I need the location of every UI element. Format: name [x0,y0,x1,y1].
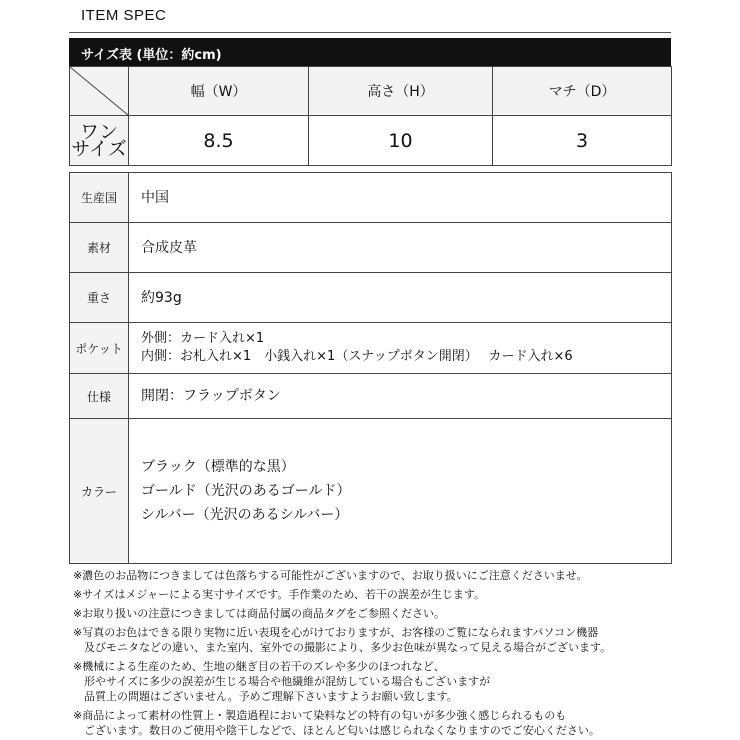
note-line: ※商品によって素材の性質上・製造過程において染料などの特有の匂いが多少強く感じられるものも [73,709,567,722]
size-table [69,66,672,166]
size-table-data-row [70,116,672,166]
note-line: 及びモニタなどの違い、また室内、室外での撮影により、多少お色味が異なって見える場合がございます。 [73,641,612,654]
item-spec-header [69,4,671,33]
note [73,625,673,655]
note-line: 品質上の問題はございません。予めご理解下さいますようお願い致します。 [73,690,458,703]
column-header-width: 幅（W） [129,67,309,116]
spec-value [129,323,672,374]
spec-label: 仕様 [70,374,129,419]
spec-row-pocket [70,323,672,374]
note-line: ※サイズはメジャーによる実寸サイズです。手作業のため、若干の誤差が生じます。 [73,588,486,601]
value-height: 10 [309,116,493,166]
column-header-height: 高さ（H） [309,67,493,116]
spec-row-material [70,223,672,273]
note-line: 形やサイズに多少の誤差が生じる場合や他繊維が混紡している場合もございますが [73,675,491,688]
note [73,568,673,583]
size-table-corner-cell [70,67,129,116]
spec-value: 中国 [129,173,672,223]
spec-label: カラー [70,419,129,564]
note-line: ございます。数日のご使用や陰干しなどで、ほとんど匂いは感じられなくなりますのでご安心ください。 [73,724,600,737]
spec-value-line: 外側：カード入れ×1 [141,331,265,346]
size-table-header-row [70,67,672,116]
spec-value-line: 内側：お札入れ×1 小銭入れ×1（スナップボタン開閉） カード入れ×6 [141,349,573,364]
page-title: ITEM SPEC [81,7,167,24]
value-depth: 3 [493,116,672,166]
spec-value: 開閉：フラップボタン [129,374,672,419]
row-label-one-size [70,116,129,166]
notes [73,568,673,738]
spec-label: 生産国 [70,173,129,223]
spec-row-spec [70,374,672,419]
color-option: ブラック（標準的な黒） [141,459,295,475]
note-line: ※お取り扱いの注意につきましては商品付属の商品タグをご参照ください。 [73,607,445,620]
spec-row-color [70,419,672,564]
note-line: ※写真のお色はできる限り実物に近い表現を心がけておりますが、お客様のご覧になられますパソコン機器 [73,626,599,639]
spec-value: 合成皮革 [129,223,672,273]
note-line: ※機械による生産のため、生地の継ぎ目の若干のズレや多少のほつれなど、 [73,660,445,673]
spec-value: 約93g [129,273,672,323]
row-label-line: ワン [79,120,118,143]
spec-table [69,172,672,564]
spec-value [129,419,672,564]
note [73,659,673,704]
note-line: ※濃色のお品物につきましては色落ちする可能性がございますので、お取り扱いにご注意くださいませ。 [73,569,588,582]
spec-label: 素材 [70,223,129,273]
color-option: シルバー（光沢のあるシルバー） [141,507,349,523]
column-header-depth: マチ（D） [493,67,672,116]
spec-row-origin [70,173,672,223]
note [73,587,673,602]
note [73,708,673,738]
spec-label: ポケット [70,323,129,374]
color-option: ゴールド（光沢のあるゴールド） [141,483,351,499]
size-table-title-bar [69,38,671,66]
spec-row-weight [70,273,672,323]
spec-label: 重さ [70,273,129,323]
note [73,606,673,621]
size-table-title: サイズ表 (単位：約cm) [81,48,222,63]
value-width: 8.5 [129,116,309,166]
row-label-line: サイズ [71,137,127,160]
diagonal-line [70,67,128,115]
